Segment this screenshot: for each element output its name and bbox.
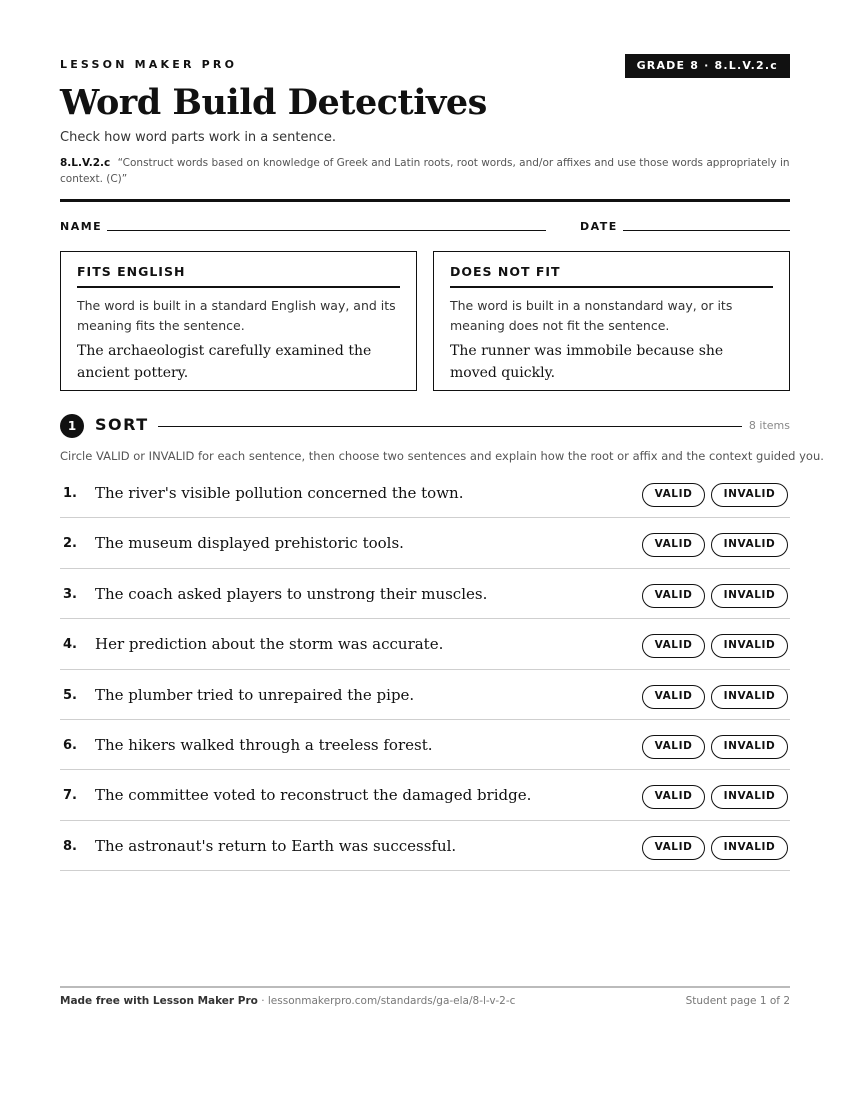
date-field[interactable] [623,230,790,231]
item-number: 2. [63,536,77,552]
item-sentence: The coach asked players to unstrong their muscles. [95,584,488,603]
footer-made-with: Made free with Lesson Maker Pro [60,995,258,1007]
invalid-option[interactable]: INVALID [711,483,788,507]
card-heading: FITS ENGLISH [77,264,400,288]
list-item [60,770,790,820]
name-label: NAME [60,220,103,233]
footer-credit [60,995,515,1007]
header-divider [60,199,790,202]
item-sentence: The hikers walked through a treeless forest. [95,735,433,754]
item-number: 7. [63,788,77,804]
item-count: 8 items [748,419,790,432]
item-number: 8. [63,838,77,854]
invalid-option[interactable]: INVALID [711,735,788,759]
list-item [60,468,790,518]
item-sentence: The museum displayed prehistoric tools. [95,534,404,553]
card-description: The word is built in a nonstandard way, or its meaning does not fit the sentence. [450,298,733,333]
fits-english-card [60,251,417,391]
grade-badge: GRADE 8 · 8.L.V.2.c [625,54,790,78]
card-description: The word is built in a standard English way, and its meaning fits the sentence. [77,298,396,333]
item-sentence: The astronaut's return to Earth was successful. [95,836,457,855]
list-item [60,720,790,770]
item-sentence: The river's visible pollution concerned the town. [95,484,464,502]
standard-text: “Construct words based on knowledge of Greek and Latin roots, root words, and/or affixes and use those words appropriately in context. (C)” [60,157,790,185]
page-subtitle: Check how word parts work in a sentence. [60,130,337,145]
item-sentence: The plumber tried to unrepaired the pipe. [95,685,415,704]
invalid-option[interactable]: INVALID [711,685,788,709]
card-heading: DOES NOT FIT [450,264,773,288]
footer-divider [60,986,790,988]
item-sentence: The committee voted to reconstruct the damaged bridge. [95,786,532,805]
list-item [60,619,790,669]
item-number: 6. [63,737,77,753]
page-indicator: Student page 1 of 2 [685,995,790,1007]
valid-option[interactable]: VALID [642,785,705,809]
valid-option[interactable]: VALID [642,533,705,557]
section-title: SORT [95,415,149,434]
standard-description [60,155,790,187]
valid-option[interactable]: VALID [642,735,705,759]
section-divider [158,426,742,427]
card-example: The runner was immobile because she moved quickly. [450,343,724,381]
list-item [60,569,790,619]
valid-option[interactable]: VALID [642,483,705,507]
invalid-option[interactable]: INVALID [711,584,788,608]
invalid-option[interactable]: INVALID [711,634,788,658]
sentence-list [60,468,790,871]
valid-option[interactable]: VALID [642,836,705,860]
date-label: DATE [580,220,618,233]
list-item [60,670,790,720]
card-example: The archaeologist carefully examined the ancient pottery. [77,343,372,381]
section-instructions: Circle VALID or INVALID for each sentence, then choose two sentences and explain how the root or affix and the context guided you. [60,449,824,463]
item-number: 3. [63,586,77,602]
valid-option[interactable]: VALID [642,634,705,658]
list-item [60,518,790,568]
footer-url: · lessonmakerpro.com/standards/ga-ela/8-l-v-2-c [257,995,516,1007]
valid-option[interactable]: VALID [642,685,705,709]
page-title: Word Build Detectives [60,82,487,123]
invalid-option[interactable]: INVALID [711,836,788,860]
standard-code: 8.L.V.2.c [60,157,111,169]
item-sentence: Her prediction about the storm was accurate. [95,635,444,654]
item-number: 1. [63,486,77,501]
worksheet-page [60,0,824,1100]
name-field[interactable] [107,230,546,231]
invalid-option[interactable]: INVALID [711,533,788,557]
section-number-badge: 1 [60,414,84,438]
list-item [60,821,790,871]
brand-name: LESSON MAKER PRO [60,58,238,71]
valid-option[interactable]: VALID [642,584,705,608]
does-not-fit-card [433,251,790,391]
item-number: 4. [63,637,77,653]
item-number: 5. [63,687,77,703]
invalid-option[interactable]: INVALID [711,785,788,809]
